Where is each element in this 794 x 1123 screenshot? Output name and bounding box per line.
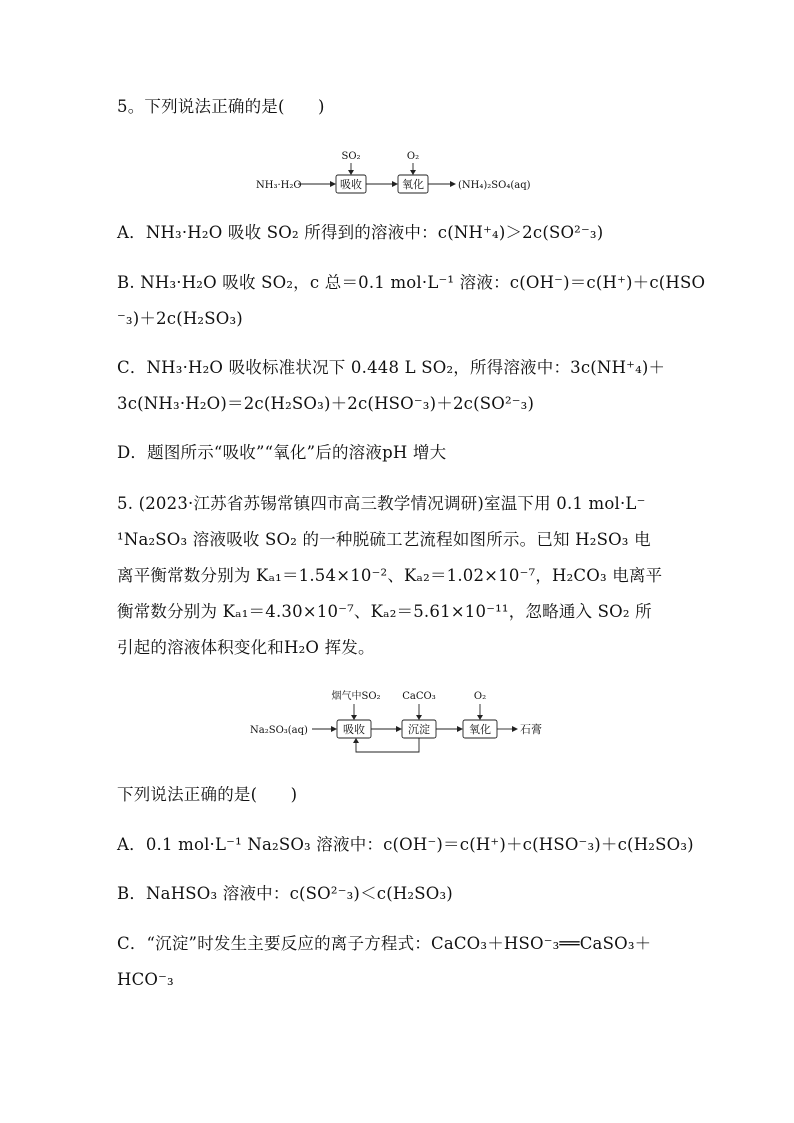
question-stem-line: 引起的溶液体积变化和H₂O 挥发。 <box>117 638 375 657</box>
arrow-head <box>331 726 337 732</box>
diagram-output-label: (NH₄)₂SO₄(aq) <box>458 180 531 191</box>
diagram-input-label: Na₂SO₃(aq) <box>250 725 308 736</box>
diagram-reagent-label: O₂ <box>473 691 487 702</box>
option-b: B. NH₃·H₂O 吸收 SO₂，c 总＝0.1 mol·L⁻¹ 溶液：c(OH⁻)＝c(H⁺)＋c(HSO <box>117 273 706 292</box>
question-stem-line: ¹Na₂SO₃ 溶液吸收 SO₂ 的一种脱硫工艺流程如图所示。已知 H₂SO₃ 电 <box>117 530 651 549</box>
diagram-reagent-label: 烟气中SO₂ <box>331 691 381 702</box>
diagram-box-absorb-label: 吸收 <box>340 178 362 191</box>
option-c-cont: HCO⁻₃ <box>117 970 174 989</box>
arrow-head <box>477 715 483 720</box>
question-stem-line: 衡常数分别为 Kₐ₁＝4.30×10⁻⁷、Kₐ₂＝5.61×10⁻¹¹，忽略通入 SO₂ 所 <box>117 602 652 621</box>
question-stem: 5。下列说法正确的是( ) <box>117 97 325 116</box>
diagram-box-absorb-label: 吸收 <box>343 723 365 736</box>
diagram-box-oxidize-label: 氧化 <box>469 723 491 736</box>
option-a: A．NH₃·H₂O 吸收 SO₂ 所得到的溶液中：c(NH⁺₄)＞2c(SO²⁻₃) <box>117 223 604 242</box>
arrow-head <box>330 181 336 187</box>
arrow-head <box>351 715 357 720</box>
question-stem-line: 5. (2023·江苏省苏锡常镇四市高三教学情况调研)室温下用 0.1 mol·L⁻ <box>117 494 646 513</box>
arrow-head <box>416 715 422 720</box>
diagram-reagent-label: SO₂ <box>341 151 361 162</box>
arrow-head <box>392 181 398 187</box>
diagram-reagent-label: CaCO₃ <box>402 691 436 702</box>
question-stem-line: 离平衡常数分别为 Kₐ₁＝1.54×10⁻²、Kₐ₂＝1.02×10⁻⁷，H₂CO₃ 电离平 <box>117 566 663 585</box>
arrow-head <box>396 726 402 732</box>
arrow-head <box>353 738 359 743</box>
option-c: C．NH₃·H₂O 吸收标准状况下 0.448 L SO₂，所得溶液中：3c(NH⁺₄)＋ <box>117 358 666 377</box>
option-d: D．题图所示“吸收”“氧化”后的溶液pH 增大 <box>117 443 447 462</box>
recycle-arrow <box>356 738 419 752</box>
diagram-reagent-label: O₂ <box>406 151 420 162</box>
arrow-head <box>410 170 416 175</box>
option-c: C．“沉淀”时发生主要反应的离子方程式：CaCO₃＋HSO⁻₃══CaSO₃＋ <box>117 934 652 953</box>
option-b-cont: ⁻₃)＋2c(H₂SO₃) <box>117 309 243 328</box>
arrow-head <box>457 726 463 732</box>
option-b: B．NaHSO₃ 溶液中：c(SO²⁻₃)＜c(H₂SO₃) <box>117 884 453 903</box>
arrow-head <box>512 726 518 732</box>
option-a: A．0.1 mol·L⁻¹ Na₂SO₃ 溶液中：c(OH⁻)＝c(H⁺)＋c(HSO⁻₃)＋c(H₂SO₃) <box>117 835 694 854</box>
arrow-head <box>348 170 354 175</box>
question-prompt: 下列说法正确的是( ) <box>117 785 298 804</box>
diagram-box-precipitate-label: 沉淀 <box>408 723 430 736</box>
arrow-head <box>450 181 456 187</box>
diagram-input-label: NH₃·H₂O <box>256 180 302 191</box>
diagram-output-label: 石膏 <box>520 723 542 736</box>
diagram-box-oxidize-label: 氧化 <box>402 178 424 191</box>
option-c-cont: 3c(NH₃·H₂O)＝2c(H₂SO₃)＋2c(HSO⁻₃)＋2c(SO²⁻₃) <box>117 394 535 413</box>
